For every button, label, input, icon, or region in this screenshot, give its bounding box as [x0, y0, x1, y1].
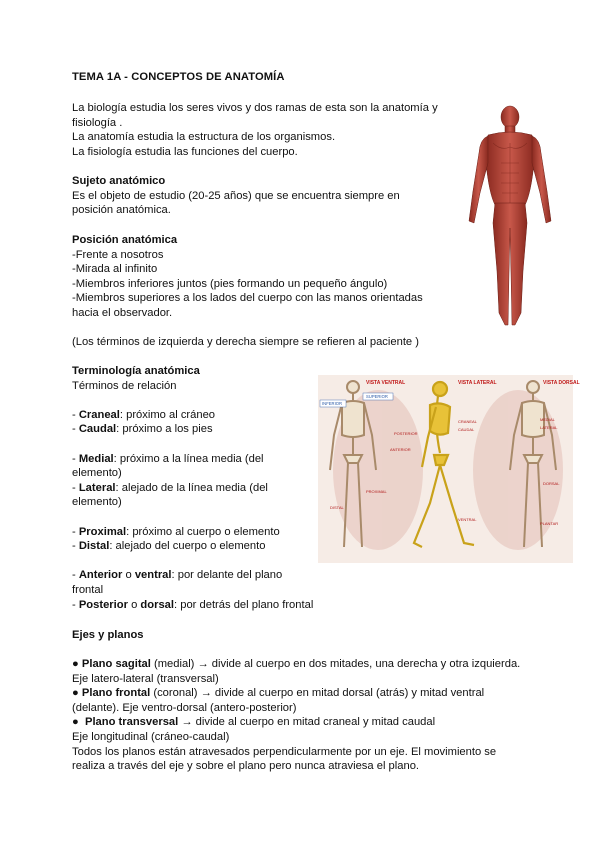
intro-line: La fisiología estudia las funciones del cuerpo. [72, 145, 298, 158]
posicion-line: hacia el observador. [72, 306, 173, 319]
term-anterior-word: Anterior [78, 569, 123, 582]
sujeto-section [72, 174, 452, 218]
label-superior: SUPERIOR [366, 394, 388, 399]
plano-transversal-eje: Eje longitudinal (cráneo-caudal) [72, 730, 230, 743]
skeleton-terminology-figure [318, 375, 580, 563]
ejes-heading: Ejes y planos [72, 629, 144, 641]
posicion-line: -Mirada al infinito [72, 263, 158, 276]
label-caudal: CAUDAL [458, 427, 475, 432]
terminologia-heading: Terminología anatómica [72, 365, 200, 377]
posicion-heading: Posición anatómica [72, 234, 178, 246]
bullet-icon: ● [72, 716, 79, 729]
term-lateral-def: : alejado de la línea media (del [115, 481, 268, 494]
plano-transversal-def: → divide al cuerpo en mitad craneal y mitad caudal [178, 716, 436, 729]
term-posterior-o: o [127, 598, 141, 611]
sujeto-heading: Sujeto anatómico [72, 175, 166, 187]
label-vista-ventral: VISTA VENTRAL [366, 380, 406, 386]
term-lateral-word: Lateral [78, 481, 116, 494]
label-vista-lateral: VISTA LATERAL [458, 380, 497, 386]
term-posterior-def: : por detrás del plano frontal [174, 598, 314, 611]
final-line: Todos los planos están atravesados perpendicularmente por un eje. El movimiento se [72, 745, 497, 758]
plano-sagital-eje: Eje latero-lateral (transversal) [72, 672, 219, 685]
bullet-icon: ● [72, 687, 79, 700]
plano-frontal [72, 686, 532, 701]
posicion-line: -Frente a nosotros [72, 248, 164, 261]
term-medial-def: : próximo a la línea media (del [113, 452, 264, 465]
label-craneal: CRANEAL [458, 419, 477, 424]
sujeto-line: Es el objeto de estudio (20-25 años) que se encuentra siempre en [72, 189, 400, 202]
planos-section [72, 657, 532, 774]
plano-sagital [72, 657, 532, 672]
label-lateral: LATERAL [540, 425, 558, 430]
term-ventral-word: ventral [134, 569, 172, 582]
term-caudal: - Caudal: próximo a los pies [72, 423, 213, 436]
term-dorsal-word: dorsal [140, 598, 174, 611]
term-medial: - Medial: próximo a la línea media (del [72, 452, 264, 465]
posicion-section [72, 233, 452, 321]
term-proximal-word: Proximal [78, 525, 127, 538]
term-anterior-cont: frontal [72, 583, 104, 596]
posicion-line: -Miembros inferiores juntos (pies formando un pequeño ángulo) [72, 277, 388, 290]
label-plantar: PLANTAR [540, 521, 559, 526]
term-craneal: - Craneal: próximo al cráneo [72, 408, 216, 421]
plano-sagital-word: Plano sagital [81, 658, 151, 670]
ejes-section [72, 628, 532, 643]
term-craneal-def: : próximo al cráneo [119, 408, 216, 421]
term-lateral: - Lateral: alejado de la línea media (del [72, 481, 268, 494]
term-craneal-word: Craneal [78, 408, 120, 421]
label-distal: DISTAL [330, 505, 344, 510]
label-posterior: POSTERIOR [394, 431, 418, 436]
term-posterior-word: Posterior [78, 598, 128, 611]
plano-sagital-def: (medial) → divide al cuerpo en dos mitades, una derecha y otra izquierda. [150, 658, 521, 670]
terminologia-subheading: Términos de relación [72, 379, 177, 392]
label-dorsal: DORSAL [543, 481, 560, 486]
term-medial-word: Medial [78, 452, 114, 465]
term-anterior: - Anterior o ventral: por delante del plano [72, 569, 283, 582]
term-proximal-def: : próximo al cuerpo o elemento [126, 525, 280, 538]
posicion-line: -Miembros superiores a los lados del cuerpo con las manos orientadas [72, 292, 423, 305]
term-posterior: - Posterior o dorsal: por detrás del plano frontal [72, 598, 314, 611]
terminologia-section [72, 364, 322, 612]
term-caudal-word: Caudal [78, 423, 117, 436]
note-paragraph [72, 335, 472, 350]
intro-line: fisiología . [72, 116, 123, 129]
plano-frontal-def: (coronal) → divide al cuerpo en mitad dorsal (atrás) y mitad ventral [150, 687, 485, 700]
label-anterior: ANTERIOR [390, 447, 411, 452]
plano-frontal-word: Plano frontal [81, 687, 151, 700]
label-medial: MEDIAL [540, 417, 555, 422]
plano-transversal [72, 715, 532, 730]
term-proximal: - Proximal: próximo al cuerpo o elemento [72, 525, 280, 538]
label-inferior: INFERIOR [322, 401, 343, 406]
plano-frontal-cont: (delante). Eje ventro-dorsal (antero-posterior) [72, 701, 297, 714]
term-medial-cont: elemento) [72, 467, 122, 480]
label-proximal: PROXIMAL [366, 489, 387, 494]
note-line: (Los términos de izquierda y derecha siempre se refieren al paciente ) [72, 336, 419, 348]
final-line: realiza a través del eje y sobre el plano pero nunca atraviesa el plano. [72, 760, 420, 773]
bullet-icon: ● [72, 658, 79, 670]
term-distal: - Distal: alejado del cuerpo o elemento [72, 540, 266, 553]
sujeto-line: posición anatómica. [72, 204, 171, 217]
intro-section [72, 101, 452, 159]
term-lateral-cont: elemento) [72, 496, 122, 509]
label-vista-dorsal: VISTA DORSAL [543, 380, 580, 386]
term-distal-def: : alejado del cuerpo o elemento [109, 540, 266, 553]
term-caudal-def: : próximo a los pies [116, 423, 213, 436]
plano-transversal-word: Plano transversal [84, 716, 179, 729]
label-ventral: VENTRAL [458, 517, 477, 522]
term-distal-word: Distal [78, 540, 110, 553]
term-anterior-o: o [122, 569, 135, 582]
page-title: TEMA 1A - CONCEPTOS DE ANATOMÍA [72, 71, 285, 83]
term-anterior-def: : por delante del plano [171, 569, 283, 582]
muscle-anatomy-figure [455, 103, 565, 335]
intro-line: La biología estudia los seres vivos y dos ramas de esta son la anatomía y [72, 102, 438, 114]
intro-line: La anatomía estudia la estructura de los organismos. [72, 131, 336, 144]
